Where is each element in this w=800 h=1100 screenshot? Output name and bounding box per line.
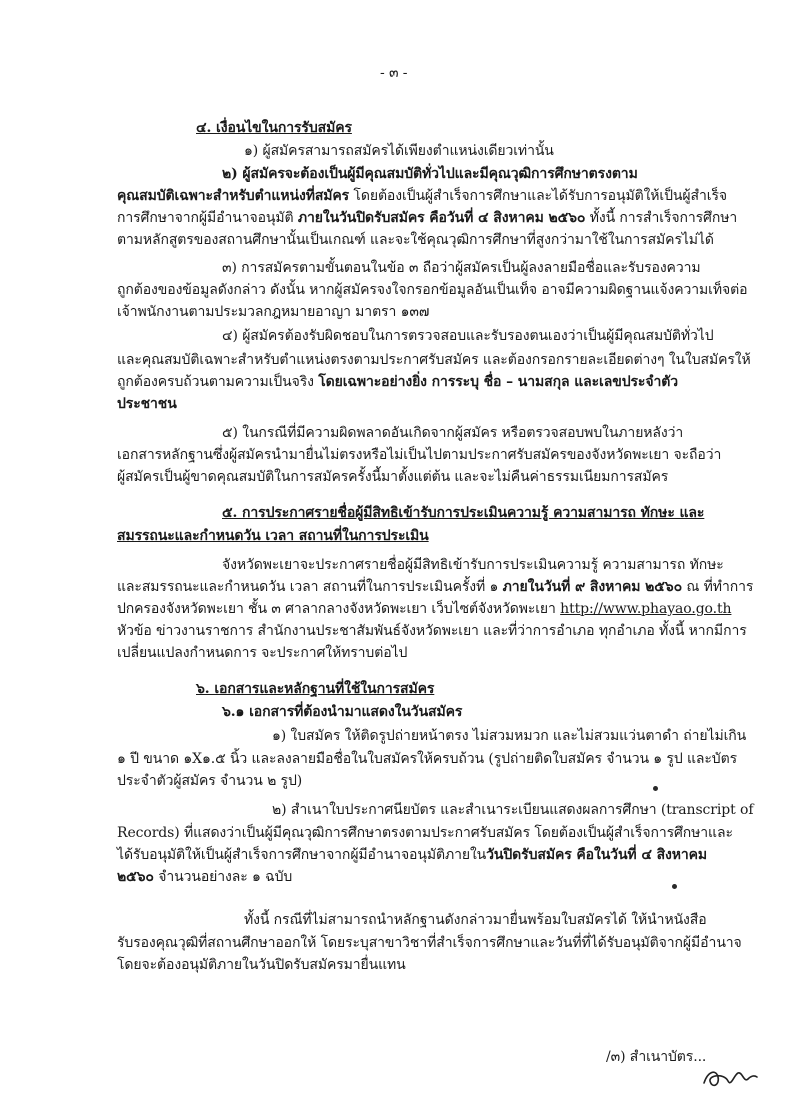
section5-heading-line1: ๕. การประกาศรายชื่อผู้มีสิทธิเข้ารับการประเมินความรู้ ความสามารถ ทักษะ และ [222, 505, 705, 521]
section6-item1-line2: ๑ ปี ขนาด ๑X๑.๕ นิ้ว และลงลายมือชื่อในใบสมัครให้ครบถ้วน (รูปถ่ายติดใบสมัคร จำนวน ๑ รูป และบัตร [117, 751, 737, 767]
section4-item5-line2: เอกสารหลักฐานซึ่งผู้สมัครนำมายื่นไม่ตรงหรือไม่เป็นไปตามประกาศรับสมัครของจังหวัดพะเยา จะถือว่า [117, 447, 722, 463]
text: ทั้งนี้ การสำเร็จการศึกษา [585, 210, 738, 226]
section6-note-line2: รับรองคุณวุฒิที่สถานศึกษาออกให้ โดยระบุสาขาวิชาที่สำเร็จการศึกษาและวันที่ที่ได้รับอนุมัติจากผู้มีอำนาจ [117, 935, 742, 951]
text: โดยต้องเป็นผู้สำเร็จการศึกษาและได้รับการอนุมัติให้เป็นผู้สำเร็จ [349, 188, 727, 204]
section6-item2-line4 [117, 867, 292, 887]
section6-item2-line3 [117, 845, 707, 865]
section4-item5-line1: ๕) ในกรณีที่มีความผิดพลาดอันเกิดจากผู้สมัคร หรือตรวจสอบพบในภายหลังว่า [222, 425, 684, 441]
emph-text: ภายในวันที่ ๙ สิงหาคม ๒๕๖๐ [502, 579, 683, 595]
section4-item3-line3: เจ้าพนักงานตามประมวลกฎหมายอาญา มาตรา ๑๓๗ [117, 304, 430, 320]
section5-body-line4: หัวข้อ ข่าวงานราชการ สำนักงานประชาสัมพันธ์จังหวัดพะเยา และที่ว่าการอำเภอ ทุกอำเภอ ทั้งนี้ หากมีการ [117, 623, 747, 639]
text: และสมรรถนะและกำหนดวัน เวลา สถานที่ในการประเมินครั้งที่ ๑ [117, 579, 503, 595]
section6-heading: ๖. เอกสารและหลักฐานที่ใช้ในการสมัคร [196, 681, 435, 697]
scan-speck [672, 884, 677, 889]
handwritten-initials [700, 1063, 760, 1093]
emph-text: โดยเฉพาะอย่างยิ่ง การระบุ ชื่อ – นามสกุล และเลขประจำตัว [318, 374, 679, 390]
section4-item3-line2: ถูกต้องของข้อมูลดังกล่าว ดังนั้น หากผู้สมัครจงใจกรอกข้อมูลอันเป็นเท็จ อาจมีความผิดฐานแจ้งความเท็จต่อ [117, 282, 748, 298]
page-number: - ๓ - [380, 65, 408, 81]
section6-item2-line1: ๒) สำเนาใบประกาศนียบัตร และสำเนาระเบียนแสดงผลการศึกษา (transcript of [272, 802, 754, 818]
section6-item2-line2: Records) ที่แสดงว่าเป็นผู้มีคุณวุฒิการศึกษาตรงตามประกาศรับสมัคร โดยต้องเป็นผู้สำเร็จการศึกษาและ [117, 825, 733, 841]
section4-item5-line3: ผู้สมัครเป็นผู้ขาดคุณสมบัติในการสมัครครั้งนี้มาตั้งแต่ต้น และจะไม่คืนค่าธรรมเนียมการสมัคร [117, 469, 669, 485]
continuation-note: /๓) สำเนาบัตร... [606, 1049, 707, 1065]
section5-body-line2 [117, 577, 753, 597]
section4-item4-line4: ประชาชน [117, 396, 177, 412]
section6-note-line3: โดยจะต้องอนุมัติภายในวันปิดรับสมัครมายื่นแทน [117, 957, 406, 973]
section6-note-line1: ทั้งนี้ กรณีที่ไม่สามารถนำหลักฐานดังกล่าวมายื่นพร้อมใบสมัครได้ ให้นำหนังสือ [244, 912, 707, 928]
text: จำนวนอย่างละ ๑ ฉบับ [153, 869, 293, 885]
section4-item4-line3 [117, 372, 678, 392]
scan-speck [653, 786, 658, 791]
section6-subheading: ๖.๑ เอกสารที่ต้องนำมาแสดงในวันสมัคร [222, 704, 463, 720]
section4-item3-line1: ๓) การสมัครตามขั้นตอนในข้อ ๓ ถือว่าผู้สมัครเป็นผู้ลงลายมือชื่อและรับรองความ [222, 260, 701, 276]
section5-body-line5: เปลี่ยนแปลงกำหนดการ จะประกาศให้ทราบต่อไป [117, 645, 408, 661]
section4-item4-line2: และคุณสมบัติเฉพาะสำหรับตำแหน่งตรงตามประกาศรับสมัคร และต้องกรอกรายละเอียดต่างๆ ในใบสมัครให้ [117, 352, 751, 368]
section5-heading-line2: สมรรถนะและกำหนดวัน เวลา สถานที่ในการประเมิน [117, 528, 429, 544]
emph-text: คุณสมบัติเฉพาะสำหรับตำแหน่งที่สมัคร [117, 188, 350, 204]
text: ถูกต้องครบถ้วนตามความเป็นจริง [117, 374, 319, 390]
text: ได้รับอนุมัติให้เป็นผู้สำเร็จการศึกษาจากผู้มีอำนาจอนุมัติภายใน [117, 847, 487, 863]
section4-item2-line2 [117, 186, 727, 206]
section6-item1-line1: ๑) ใบสมัคร ให้ติดรูปถ่ายหน้าตรง ไม่สวมหมวก และไม่สวมแว่นตาดำ ถ่ายไม่เกิน [272, 728, 747, 744]
section4-item2-line3 [117, 208, 737, 228]
text: ณ ที่ทำการ [682, 579, 754, 595]
website-link[interactable]: http://www.phayao.go.th [560, 601, 732, 617]
text: ปกครองจังหวัดพะเยา ชั้น ๓ ศาลากลางจังหวัดพะเยา เว็บไซต์จังหวัดพะเยา [117, 601, 561, 617]
section5-body-line1: จังหวัดพะเยาจะประกาศรายชื่อผู้มีสิทธิเข้ารับการประเมินความรู้ ความสามารถ ทักษะ [222, 557, 724, 573]
section4-item2-line4: ตามหลักสูตรของสถานศึกษานั้นเป็นเกณฑ์ และจะใช้คุณวุฒิการศึกษาที่สูงกว่ามาใช้ในการสมัครไม่ได้ [117, 232, 714, 248]
section4-item2-line1: ๒) ผู้สมัครจะต้องเป็นผู้มีคุณสมบัติทั่วไปและมีคุณวุฒิการศึกษาตรงตาม [222, 166, 638, 182]
text: การศึกษาจากผู้มีอำนาจอนุมัติ [117, 210, 298, 226]
section6-item1-line3: ประจำตัวผู้สมัคร จำนวน ๒ รูป) [117, 773, 303, 789]
section5-body-line3 [117, 599, 731, 619]
emph-text: วันปิดรับสมัคร คือในวันที่ ๔ สิงหาคม [486, 847, 708, 863]
section4-heading: ๔. เงื่อนไขในการรับสมัคร [196, 120, 352, 136]
emph-text: ภายในวันปิดรับสมัคร คือวันที่ ๔ สิงหาคม ๒๕๖๐ [297, 210, 586, 226]
section4-item1: ๑) ผู้สมัครสามารถสมัครได้เพียงตำแหน่งเดียวเท่านั้น [244, 143, 554, 159]
section4-item4-line1: ๔) ผู้สมัครต้องรับผิดชอบในการตรวจสอบและรับรองตนเองว่าเป็นผู้มีคุณสมบัติทั่วไป [222, 328, 714, 344]
emph-text: ๒๕๖๐ [117, 869, 154, 885]
